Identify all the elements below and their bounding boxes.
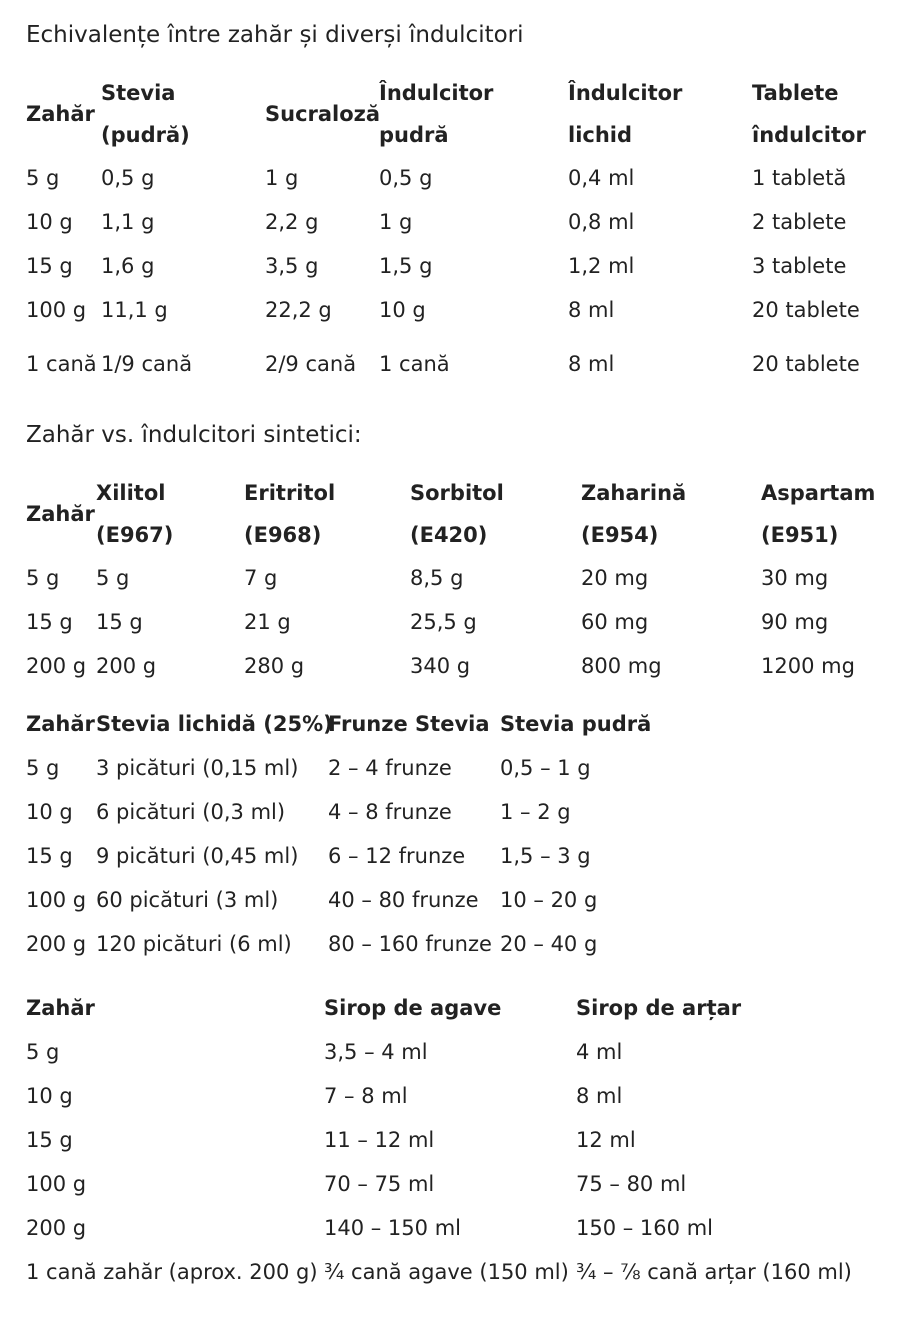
table-cell: 2 – 4 frunze bbox=[328, 756, 452, 780]
table-cell: 21 g bbox=[244, 610, 291, 634]
table-cell: 10 – 20 g bbox=[500, 888, 598, 912]
table-row bbox=[26, 556, 886, 600]
table-cell: 20 – 40 g bbox=[500, 932, 598, 956]
table-row bbox=[26, 1118, 886, 1162]
table-row bbox=[26, 156, 876, 200]
syrup-equivalents-table bbox=[26, 986, 886, 1294]
table-cell: 70 – 75 ml bbox=[324, 1172, 435, 1196]
table-cell: 10 g bbox=[26, 210, 73, 234]
table-cell: 340 g bbox=[410, 654, 471, 678]
table-cell: 11 – 12 ml bbox=[324, 1128, 435, 1152]
section-title-sweetener-equivalents: Echivalențe între zahăr și diverși îndulcitori bbox=[26, 22, 524, 48]
table-header-row bbox=[26, 72, 876, 156]
table-cell: 25,5 g bbox=[410, 610, 477, 634]
table-row bbox=[26, 332, 876, 396]
table-cell: 5 g bbox=[26, 1040, 60, 1064]
stevia-equivalents-table bbox=[26, 702, 666, 966]
table-cell: 100 g bbox=[26, 888, 87, 912]
table-row bbox=[26, 1250, 886, 1294]
table-cell: 0,8 ml bbox=[568, 210, 635, 234]
table-cell: 20 tablete bbox=[752, 352, 860, 376]
table-cell: 200 g bbox=[26, 932, 87, 956]
table-cell: 30 mg bbox=[761, 566, 829, 590]
table-cell: 2 tablete bbox=[752, 210, 847, 234]
table-cell: 0,5 g bbox=[379, 166, 433, 190]
table-cell: 5 g bbox=[26, 166, 60, 190]
column-header: Stevia pudră bbox=[500, 712, 652, 736]
table-row bbox=[26, 1162, 886, 1206]
table-row bbox=[26, 600, 886, 644]
table-cell: ¾ cană agave (150 ml) bbox=[324, 1260, 569, 1284]
table-cell: 40 – 80 frunze bbox=[328, 888, 479, 912]
table-cell: 9 picături (0,45 ml) bbox=[96, 844, 299, 868]
table-cell: 1 cană bbox=[26, 352, 97, 376]
table-cell: 150 – 160 ml bbox=[576, 1216, 713, 1240]
table-cell: 8 ml bbox=[576, 1084, 623, 1108]
table-cell: 200 g bbox=[96, 654, 157, 678]
column-header: Stevia (pudră) bbox=[101, 81, 190, 147]
table-cell: 10 g bbox=[26, 800, 73, 824]
table-cell: 6 – 12 frunze bbox=[328, 844, 466, 868]
table-cell: 1,1 g bbox=[101, 210, 155, 234]
column-header: Sorbitol (E420) bbox=[410, 481, 504, 547]
table-cell: 100 g bbox=[26, 298, 87, 322]
column-header: Zahăr bbox=[26, 996, 95, 1020]
table-row bbox=[26, 878, 666, 922]
table-cell: 200 g bbox=[26, 654, 87, 678]
table-cell: 1 g bbox=[265, 166, 299, 190]
column-header: Tablete îndulcitor bbox=[752, 81, 866, 147]
table-cell: 3,5 g bbox=[265, 254, 319, 278]
table-cell: 1,2 ml bbox=[568, 254, 635, 278]
table-cell: 60 picături (3 ml) bbox=[96, 888, 279, 912]
table-row bbox=[26, 200, 876, 244]
table-cell: 15 g bbox=[26, 254, 73, 278]
table-header-row bbox=[26, 702, 666, 746]
column-header: Îndulcitor pudră bbox=[379, 81, 494, 147]
table-cell: 15 g bbox=[96, 610, 143, 634]
column-header: Sirop de arțar bbox=[576, 996, 742, 1020]
table-cell: 8 ml bbox=[568, 352, 615, 376]
table-header-row bbox=[26, 986, 886, 1030]
table-cell: 200 g bbox=[26, 1216, 87, 1240]
table-cell: 1 cană zahăr (aprox. 200 g) bbox=[26, 1260, 318, 1284]
table-cell: 20 tablete bbox=[752, 298, 860, 322]
table-row bbox=[26, 244, 876, 288]
table-row bbox=[26, 922, 666, 966]
table-cell: 12 ml bbox=[576, 1128, 636, 1152]
table-cell: 5 g bbox=[96, 566, 130, 590]
column-header: Zaharină (E954) bbox=[581, 481, 687, 547]
table-cell: 2/9 cană bbox=[265, 352, 357, 376]
table-cell: 8 ml bbox=[568, 298, 615, 322]
table-row bbox=[26, 1074, 886, 1118]
table-cell: 3 picături (0,15 ml) bbox=[96, 756, 299, 780]
table-header-row bbox=[26, 472, 886, 556]
table-cell: 280 g bbox=[244, 654, 305, 678]
table-cell: 1,6 g bbox=[101, 254, 155, 278]
table-cell: 22,2 g bbox=[265, 298, 332, 322]
synthetic-sweeteners-table bbox=[26, 472, 886, 688]
section-title-synthetic-sweeteners: Zahăr vs. îndulcitori sintetici: bbox=[26, 422, 362, 448]
column-header: Zahăr bbox=[26, 712, 95, 736]
table-cell: 140 – 150 ml bbox=[324, 1216, 461, 1240]
table-cell: 4 – 8 frunze bbox=[328, 800, 452, 824]
column-header: Zahăr bbox=[26, 502, 95, 526]
column-header: Sirop de agave bbox=[324, 996, 502, 1020]
table-cell: 60 mg bbox=[581, 610, 649, 634]
table-cell: 10 g bbox=[379, 298, 426, 322]
table-cell: 1 tabletă bbox=[752, 166, 847, 190]
table-cell: 1,5 g bbox=[379, 254, 433, 278]
column-header: Stevia lichidă (25%) bbox=[96, 712, 333, 736]
table-cell: 20 mg bbox=[581, 566, 649, 590]
table-cell: 7 g bbox=[244, 566, 278, 590]
table-cell: 120 picături (6 ml) bbox=[96, 932, 292, 956]
table-row bbox=[26, 644, 886, 688]
table-row bbox=[26, 834, 666, 878]
table-cell: 15 g bbox=[26, 610, 73, 634]
column-header: Frunze Stevia bbox=[328, 712, 490, 736]
table-cell: 4 ml bbox=[576, 1040, 623, 1064]
table-cell: 1,5 – 3 g bbox=[500, 844, 591, 868]
table-cell: 5 g bbox=[26, 566, 60, 590]
table-cell: ¾ – ⅞ cană arțar (160 ml) bbox=[576, 1260, 852, 1284]
table-cell: 7 – 8 ml bbox=[324, 1084, 408, 1108]
table-cell: 5 g bbox=[26, 756, 60, 780]
table-row bbox=[26, 790, 666, 834]
table-cell: 11,1 g bbox=[101, 298, 168, 322]
table-cell: 800 mg bbox=[581, 654, 662, 678]
table-cell: 3,5 – 4 ml bbox=[324, 1040, 428, 1064]
table-cell: 15 g bbox=[26, 844, 73, 868]
table-cell: 80 – 160 frunze bbox=[328, 932, 492, 956]
table-cell: 75 – 80 ml bbox=[576, 1172, 687, 1196]
table-row bbox=[26, 746, 666, 790]
table-cell: 1200 mg bbox=[761, 654, 855, 678]
table-cell: 2,2 g bbox=[265, 210, 319, 234]
sweetener-equivalents-table bbox=[26, 72, 876, 396]
table-row bbox=[26, 1030, 886, 1074]
table-cell: 90 mg bbox=[761, 610, 829, 634]
table-cell: 0,5 – 1 g bbox=[500, 756, 591, 780]
table-cell: 0,5 g bbox=[101, 166, 155, 190]
table-row bbox=[26, 1206, 886, 1250]
column-header: Zahăr bbox=[26, 102, 95, 126]
column-header: Îndulcitor lichid bbox=[568, 81, 683, 147]
table-cell: 1 – 2 g bbox=[500, 800, 571, 824]
table-cell: 1/9 cană bbox=[101, 352, 193, 376]
column-header: Eritritol (E968) bbox=[244, 481, 336, 547]
column-header: Sucraloză bbox=[265, 102, 381, 126]
table-cell: 6 picături (0,3 ml) bbox=[96, 800, 286, 824]
table-cell: 10 g bbox=[26, 1084, 73, 1108]
table-row bbox=[26, 288, 876, 332]
table-cell: 0,4 ml bbox=[568, 166, 635, 190]
table-cell: 1 g bbox=[379, 210, 413, 234]
table-cell: 15 g bbox=[26, 1128, 73, 1152]
table-cell: 3 tablete bbox=[752, 254, 847, 278]
column-header: Aspartam (E951) bbox=[761, 481, 876, 547]
column-header: Xilitol (E967) bbox=[96, 481, 174, 547]
table-cell: 1 cană bbox=[379, 352, 450, 376]
table-cell: 8,5 g bbox=[410, 566, 464, 590]
table-cell: 100 g bbox=[26, 1172, 87, 1196]
